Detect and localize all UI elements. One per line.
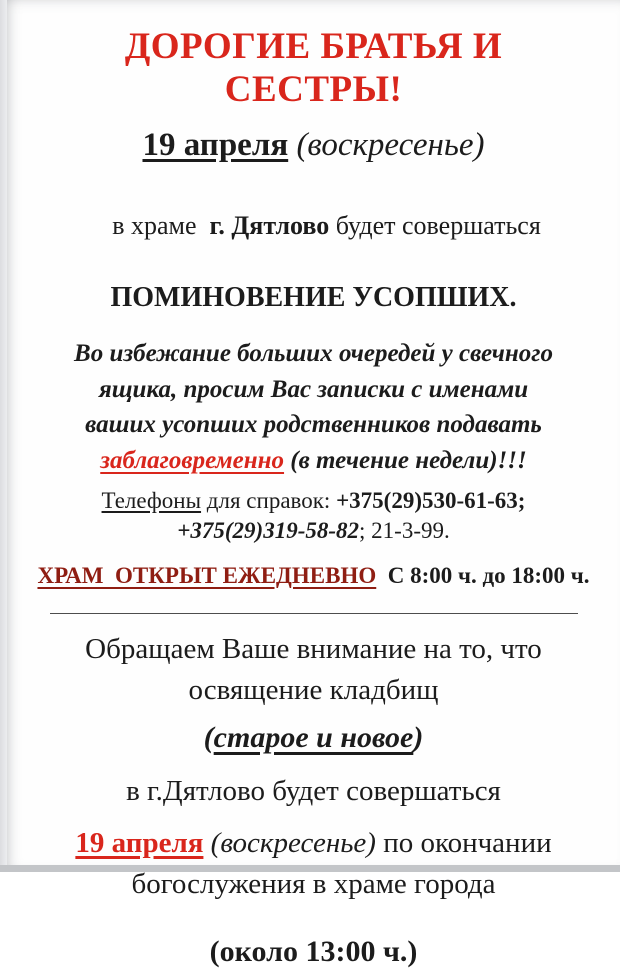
- s2-date-text: 19 апреля: [75, 827, 204, 860]
- notice-paragraph: [35, 336, 592, 479]
- notice-line-3: ваших усопших родственников подавать: [85, 411, 542, 439]
- phones-label: Телефоны: [101, 487, 202, 513]
- page-edge-left: [0, 0, 7, 865]
- s2-paren-close: ): [413, 720, 424, 754]
- opening-hours-line: [35, 562, 592, 590]
- notice-line-2: ящика, просим Вас записки с именами: [98, 375, 529, 403]
- s2-date-rest: по окончании: [375, 827, 552, 860]
- phones-label-rest: для справок:: [201, 487, 337, 513]
- announcement-page: [7, 0, 620, 968]
- consecration-section: [35, 631, 592, 970]
- venue-place: г. Дятлово: [209, 210, 330, 240]
- venue-line: [35, 179, 592, 273]
- s2-line-2: освящение кладбищ: [188, 674, 439, 707]
- s2-cemeteries-text: старое и новое: [213, 720, 414, 754]
- s2-cemeteries-line: [35, 719, 592, 757]
- phones-line-1: [35, 486, 592, 516]
- s2-weekday-text: (воскресенье): [203, 827, 376, 860]
- notice-line4-rest: (в течение недели)!!!: [284, 447, 527, 475]
- venue-post: будет совершаться: [329, 210, 541, 240]
- notice-highlight: заблаговременно: [100, 447, 285, 475]
- section-divider: [50, 613, 578, 614]
- phone-number-2: +375(29)319-58-82: [177, 518, 360, 544]
- page-title: ДОРОГИЕ БРАТЬЯ И СЕСТРЫ!: [124, 26, 503, 110]
- s2-line-6: богослужения в храме города: [131, 867, 496, 900]
- notice-line-4: [35, 443, 592, 479]
- event-title: ПОМИНОВЕНИЕ УСОПШИХ.: [110, 282, 517, 314]
- hours-highlight: ХРАМ ОТКРЫТ ЕЖЕДНЕВНО: [37, 562, 377, 588]
- venue-pre: в храме: [112, 210, 210, 240]
- hours-time: С 8:00 ч. до 18:00 ч.: [376, 562, 590, 588]
- s2-line-1: Обращаем Ваше внимание на то, что: [85, 633, 542, 666]
- phone-number-1: +375(29)530-61-63;: [336, 487, 526, 513]
- s2-line-4: в г.Дятлово будет совершаться: [126, 775, 501, 808]
- phone-number-3: 21-3-99.: [371, 518, 450, 544]
- s2-paren-open: (: [203, 720, 214, 754]
- weekday-text: (воскресенье): [288, 127, 485, 164]
- phones-line-2: [35, 516, 592, 546]
- notice-line-1: Во избежание больших очередей у свечного: [74, 339, 553, 367]
- date-text: 19 апреля: [142, 127, 289, 164]
- s2-time-line: (около 13:00 ч.): [209, 934, 418, 968]
- s2-date-line: [35, 825, 592, 861]
- phones-separator: ;: [359, 518, 372, 544]
- phones-block: [35, 486, 592, 547]
- date-heading: [35, 126, 592, 166]
